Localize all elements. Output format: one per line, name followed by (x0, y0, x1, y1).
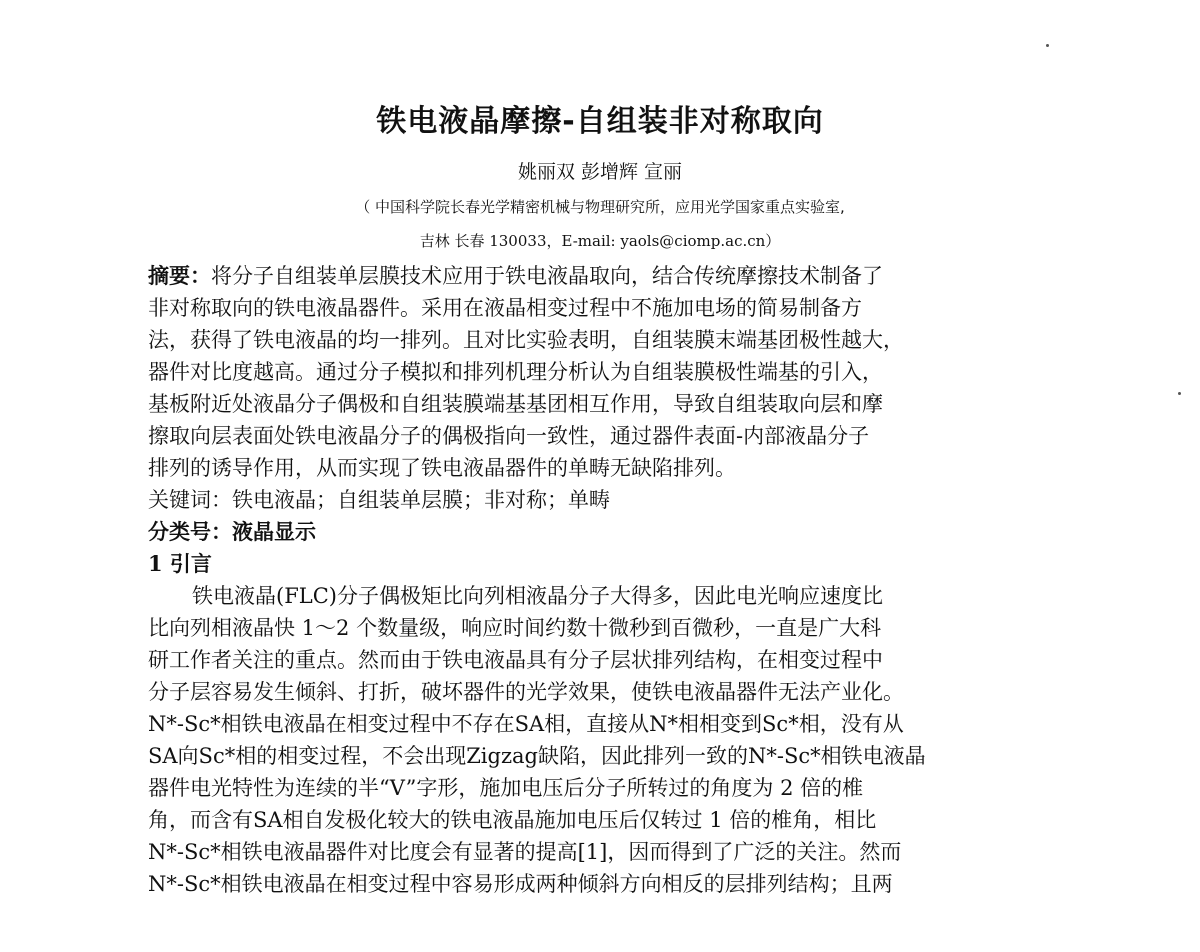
abstract-line: 摘要：将分子自组装单层膜技术应用于铁电液晶取向，结合传统摩擦技术制备了 (148, 263, 883, 288)
intro-line: N*-Sc*相铁电液晶器件对比度会有显著的提高[1]，因而得到了广泛的关注。然而 (148, 840, 902, 864)
abstract-line: 非对称取向的铁电液晶器件。采用在液晶相变过程中不施加电场的简易制备方 (148, 296, 862, 320)
paper-title: 铁电液晶摩擦-自组装非对称取向 (376, 104, 824, 139)
author-list: 姚丽双 彭增辉 宣丽 (517, 161, 683, 183)
affiliation-line-2: 吉林 长春 130033，E-mail: yaols@ciomp.ac.cn） (419, 232, 781, 250)
abstract-label: 摘要： (148, 263, 211, 288)
intro-line: 铁电液晶(FLC)分子偶极矩比向列相液晶分子大得多，因此电光响应速度比 (192, 584, 883, 608)
intro-line: 分子层容易发生倾斜、打折，破坏器件的光学效果，使铁电液晶器件无法产业化。 (148, 680, 904, 704)
keywords: 关键词：铁电液晶；自组装单层膜；非对称；单畴 (148, 488, 610, 512)
abstract-line: 排列的诱导作用，从而实现了铁电液晶器件的单畴无缺陷排列。 (148, 456, 736, 480)
abstract-line: 基板附近处液晶分子偶极和自组装膜端基基团相互作用，导致自组装取向层和摩 (148, 392, 883, 416)
section-heading: 1 引言 (148, 551, 212, 576)
intro-line: 器件电光特性为连续的半“V”字形，施加电压后分子所转过的角度为 2 倍的椎 (148, 776, 864, 800)
intro-line: 角，而含有SA相自发极化较大的铁电液晶施加电压后仅转过 1 倍的椎角，相比 (148, 808, 877, 832)
intro-line: SA向Sc*相的相变过程，不会出现Zigzag缺陷，因此排列一致的N*-Sc*相铁电液晶 (148, 744, 926, 768)
scan-speck (1046, 44, 1049, 47)
abstract-line: 擦取向层表面处铁电液晶分子的偶极指向一致性，通过器件表面-内部液晶分子 (148, 424, 870, 448)
scan-speck (1178, 392, 1181, 395)
intro-line: N*-Sc*相铁电液晶在相变过程中不存在SA相，直接从N*相相变到Sc*相，没有从 (148, 712, 904, 736)
abstract-line: 器件对比度越高。通过分子模拟和排列机理分析认为自组装膜极性端基的引入， (148, 360, 883, 384)
classification: 分类号：液晶显示 (148, 519, 316, 544)
affiliation-line-1: （ 中国科学院长春光学精密机械与物理研究所，应用光学国家重点实验室, (355, 198, 845, 216)
intro-line: N*-Sc*相铁电液晶在相变过程中容易形成两种倾斜方向相反的层排列结构；且两 (148, 872, 893, 896)
paper-body (148, 260, 1032, 900)
intro-line: 比向列相液晶快 1～2 个数量级，响应时间约数十微秒到百微秒，一直是广大科 (148, 616, 882, 640)
abstract-line: 法，获得了铁电液晶的均一排列。且对比实验表明，自组装膜末端基团极性越大， (148, 328, 904, 352)
intro-line: 研工作者关注的重点。然而由于铁电液晶具有分子层状排列结构，在相变过程中 (148, 648, 883, 672)
